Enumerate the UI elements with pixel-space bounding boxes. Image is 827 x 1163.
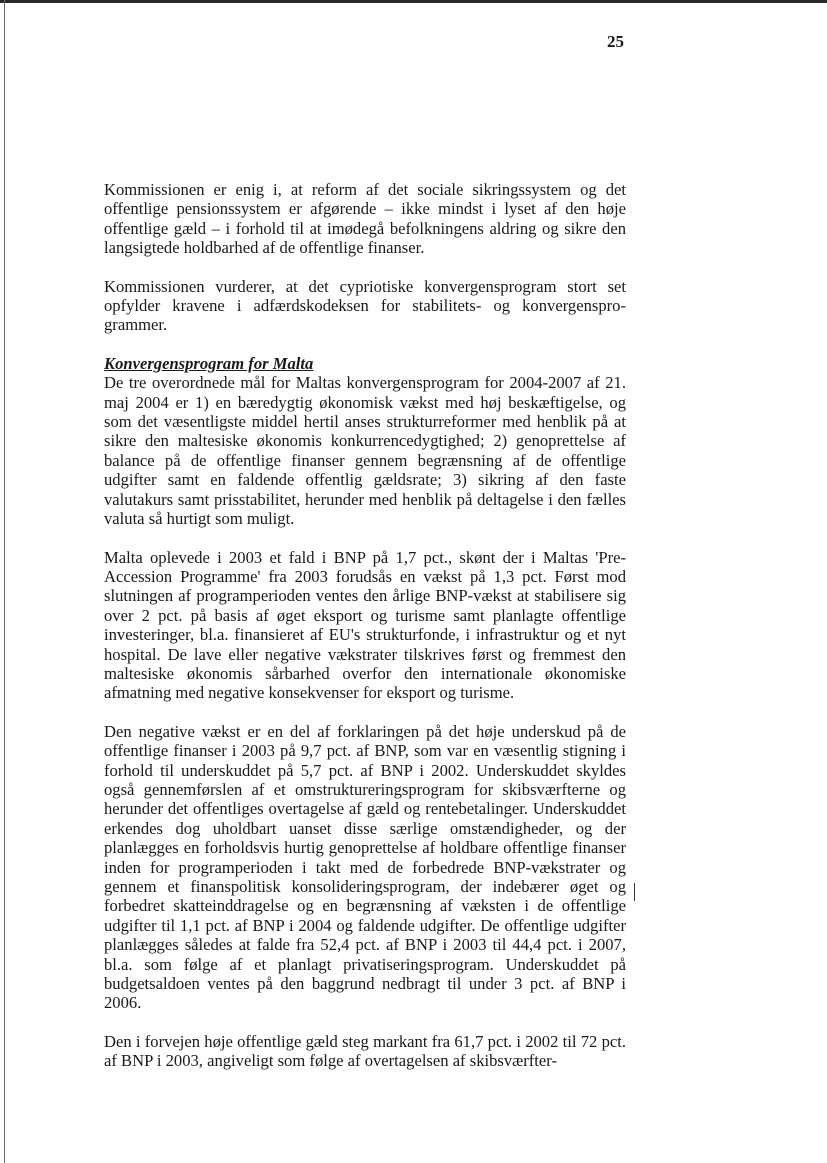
page-top-edge <box>0 0 827 3</box>
document-body <box>104 180 626 1090</box>
paragraph-malta-debt: Den i forvejen høje offentlige gæld steg markant fra 61,7 pct. i 2002 til 72 pct. af BNP i 2003, angiveligt som følge af overtagelsen af skibsværfter- <box>104 1031 626 1071</box>
section-malta <box>104 354 626 1071</box>
page-left-edge <box>4 0 5 1163</box>
paragraph-malta-goals: De tre overordnede mål for Maltas konvergensprogram for 2004-2007 af 21. maj 2004 er 1) en bæredygtig økonomisk vækst med høj beskæftigelse, og som det væsentligste middel hertil anses strukturreformer med henblik på at sikre den maltesiske økonomis konkurrencedygtighed; 2) genoprettelse af balance på de offentlige finanser gennem begrænsning af de offentlige udgifter samt en faldende offentlig gældsrate; 3) sikring af den faste valutakurs samt prisstabilitet, herunder med henblik på deltagelse i den fælles valuta så hurtigt som muligt. <box>104 373 626 529</box>
paragraph-malta-growth: Malta oplevede i 2003 et fald i BNP på 1,7 pct., skønt der i Maltas 'Pre-Accession Programme' fra 2003 forudsås en vækst på 1,3 pct. Først mod slutningen af programperioden ventes den årlige BNP-vækst at stabilisere sig over 2 pct. på basis af øget eksport og turisme samt planlagte offentlige investeringer, bl.a. finansieret af EU's strukturfonde, i infrastruktur og et nyt hospital. De lave eller negative vækstrater tilskrives først og fremmest den maltesiske økonomis sårbarhed overfor den internationale økonomiske afmatning med negative konsekvenser for eksport og turisme. <box>104 547 626 703</box>
paragraph-malta-deficit: Den negative vækst er en del af forklaringen på det høje underskud på de offentlige finanser i 2003 på 9,7 pct. af BNP, som var en væsentlig stigning i forhold til underskuddet på 5,7 pct. af BNP i 2002. Underskuddet skyldes også gennemførslen af et omstruktureringsprogram for skibsværfterne og herunder det offentliges overtagelse af gæld og rentebetalinger. Underskuddet erkendes dog uholdbart uanset disse særlige omstændigheder, og der planlægges en forholdsvis hurtig genoprettelse af holdbare offentlige finanser inden for programperioden i takt med de forbedrede BNP-vækstrater og gennem et finanspolitisk konsolideringsprogram, der indebærer øget og forbedret skatteinddragelse og en begrænsning af væksten i de offentlige udgifter til 1,1 pct. af BNP i 2004 og faldende udgifter. De offentlige udgifter planlægges således at falde fra 52,4 pct. af BNP i 2003 til 44,4 pct. i 2007, bl.a. som følge af et planlagt privatiseringsprogram. Underskuddet på budgetsaldoen ventes på den baggrund nedbragt til under 3 pct. af BNP i 2006. <box>104 721 626 1013</box>
paragraph-cyprus-assessment: Kommissionen vurderer, at det cypriotiske konvergensprogram stort set opfylder kravene i adfærdskodeksen for stabilitets- og konvergensprogrammer. <box>104 276 626 335</box>
page-number: 25 <box>607 32 624 51</box>
paragraph-pension-reform: Kommissionen er enig i, at reform af det sociale sikringssystem og det offentlige pensionssystem er afgørende – ikke mindst i lyset af den høje offentlige gæld – i forhold til at imødegå befolkningens aldring og sikre den langsigtede holdbarhed af de offentlige finanser. <box>104 180 626 258</box>
section-heading: Konvergensprogram for Malta <box>104 353 314 373</box>
margin-change-bar <box>634 883 635 901</box>
